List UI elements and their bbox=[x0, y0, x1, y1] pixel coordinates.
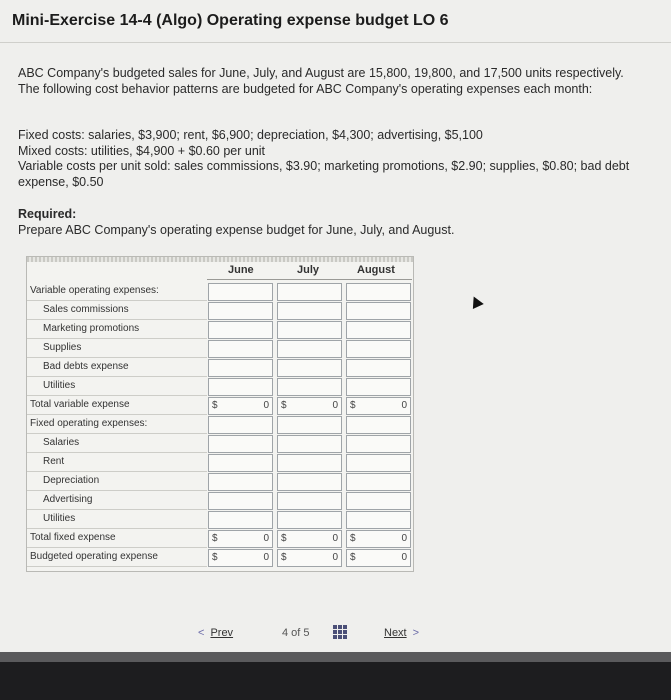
input-supplies-august[interactable] bbox=[346, 340, 411, 358]
row-label: Bad debts expense bbox=[43, 361, 129, 372]
input-depreciation-july[interactable] bbox=[277, 473, 342, 491]
title-divider bbox=[0, 42, 671, 43]
input-rent-july[interactable] bbox=[277, 454, 342, 472]
column-header-june: June bbox=[228, 264, 254, 276]
mouse-cursor-icon bbox=[468, 294, 484, 309]
table-row-budgeted-operating-expense bbox=[27, 548, 413, 567]
total-variable-june: $ 0 bbox=[208, 397, 273, 415]
prev-button[interactable] bbox=[198, 627, 233, 639]
grid-icon[interactable] bbox=[333, 625, 347, 639]
total-variable-july: $ 0 bbox=[277, 397, 342, 415]
input-salaries-june[interactable] bbox=[208, 435, 273, 453]
fixed-costs-text: Fixed costs: salaries, $3,900; rent, $6,900; depreciation, $4,300; advertising, $5,100 bbox=[18, 128, 483, 142]
total-fixed-august: $ 0 bbox=[346, 530, 411, 548]
required-block bbox=[18, 207, 648, 238]
table-row-rent bbox=[27, 453, 413, 472]
section-label-variable: Variable operating expenses: bbox=[30, 285, 159, 296]
column-header-august: August bbox=[357, 264, 395, 276]
input-advertising-june[interactable] bbox=[208, 492, 273, 510]
budgeted-august: $ 0 bbox=[346, 549, 411, 567]
row-label: Total variable expense bbox=[30, 399, 130, 410]
input-sales-commissions-july[interactable] bbox=[277, 302, 342, 320]
next-label: Next bbox=[384, 627, 407, 639]
page-title: Mini-Exercise 14-4 (Algo) Operating expense budget LO 6 bbox=[12, 12, 449, 29]
chevron-left-icon: < bbox=[198, 627, 205, 639]
required-label: Required: bbox=[18, 207, 77, 221]
variable-costs-text: Variable costs per unit sold: sales commissions, $3.90; marketing promotions, $2.90; supplies, $0.80; bad debt expense, $0.50 bbox=[18, 159, 630, 189]
bottom-bezel bbox=[0, 652, 671, 700]
input-fixed-utilities-july[interactable] bbox=[277, 511, 342, 529]
input-marketing-promotions-august[interactable] bbox=[346, 321, 411, 339]
row-label: Budgeted operating expense bbox=[30, 551, 158, 562]
row-label: Rent bbox=[43, 456, 65, 467]
input-fixed-header-june[interactable] bbox=[208, 416, 273, 434]
input-fixed-utilities-august[interactable] bbox=[346, 511, 411, 529]
input-bad-debts-june[interactable] bbox=[208, 359, 273, 377]
input-supplies-july[interactable] bbox=[277, 340, 342, 358]
table-row-variable-utilities bbox=[27, 377, 413, 396]
input-bad-debts-july[interactable] bbox=[277, 359, 342, 377]
row-label: Total fixed expense bbox=[30, 532, 116, 543]
row-label: Advertising bbox=[43, 494, 93, 505]
input-variable-header-august[interactable] bbox=[346, 283, 411, 301]
table-row-advertising bbox=[27, 491, 413, 510]
table-row-depreciation bbox=[27, 472, 413, 491]
section-label-fixed: Fixed operating expenses: bbox=[30, 418, 148, 429]
table-row-total-fixed bbox=[27, 529, 413, 548]
input-fixed-utilities-june[interactable] bbox=[208, 511, 273, 529]
row-label: Sales commissions bbox=[43, 304, 129, 315]
row-label: Salaries bbox=[43, 437, 80, 448]
cost-behavior-block bbox=[18, 128, 648, 190]
next-button[interactable] bbox=[384, 627, 419, 639]
table-row-marketing-promotions bbox=[27, 320, 413, 339]
budgeted-june: $ 0 bbox=[208, 549, 273, 567]
input-rent-august[interactable] bbox=[346, 454, 411, 472]
input-advertising-july[interactable] bbox=[277, 492, 342, 510]
input-rent-june[interactable] bbox=[208, 454, 273, 472]
input-supplies-june[interactable] bbox=[208, 340, 273, 358]
prev-label: Prev bbox=[210, 627, 234, 639]
table-row-bad-debts-expense bbox=[27, 358, 413, 377]
input-depreciation-june[interactable] bbox=[208, 473, 273, 491]
operating-expense-budget-table bbox=[26, 256, 414, 572]
input-salaries-august[interactable] bbox=[346, 435, 411, 453]
table-row-sales-commissions bbox=[27, 301, 413, 320]
input-sales-commissions-june[interactable] bbox=[208, 302, 273, 320]
required-text: Prepare ABC Company's operating expense budget for June, July, and August. bbox=[18, 222, 455, 237]
input-marketing-promotions-june[interactable] bbox=[208, 321, 273, 339]
row-label: Supplies bbox=[43, 342, 82, 353]
chevron-right-icon: > bbox=[412, 627, 420, 639]
row-label: Utilities bbox=[43, 380, 76, 391]
row-label: Utilities bbox=[43, 513, 76, 524]
section-row-fixed bbox=[27, 415, 413, 434]
input-variable-utilities-august[interactable] bbox=[346, 378, 411, 396]
input-variable-utilities-june[interactable] bbox=[208, 378, 273, 396]
input-variable-utilities-july[interactable] bbox=[277, 378, 342, 396]
total-fixed-july: $ 0 bbox=[277, 530, 342, 548]
table-row-salaries bbox=[27, 434, 413, 453]
header-underline bbox=[207, 279, 412, 280]
input-bad-debts-august[interactable] bbox=[346, 359, 411, 377]
input-sales-commissions-august[interactable] bbox=[346, 302, 411, 320]
section-row-variable bbox=[27, 282, 413, 301]
row-label: Depreciation bbox=[43, 475, 100, 486]
mixed-costs-text: Mixed costs: utilities, $4,900 + $0.60 per unit bbox=[18, 143, 266, 158]
table-row-supplies bbox=[27, 339, 413, 358]
input-advertising-august[interactable] bbox=[346, 492, 411, 510]
intro-text: ABC Company's budgeted sales for June, July, and August are 15,800, 19,800, and 17,500 units respectively. The following cost behavior patterns are budgeted for ABC Company's operating expenses each month: bbox=[18, 66, 624, 96]
input-salaries-july[interactable] bbox=[277, 435, 342, 453]
input-depreciation-august[interactable] bbox=[346, 473, 411, 491]
input-variable-header-june[interactable] bbox=[208, 283, 273, 301]
table-top-hatch bbox=[27, 257, 413, 262]
total-fixed-june: $ 0 bbox=[208, 530, 273, 548]
row-label: Marketing promotions bbox=[43, 323, 140, 334]
input-variable-header-july[interactable] bbox=[277, 283, 342, 301]
budgeted-july: $ 0 bbox=[277, 549, 342, 567]
page-indicator: 4 of 5 bbox=[282, 627, 310, 639]
total-variable-august: $ 0 bbox=[346, 397, 411, 415]
table-row-fixed-utilities bbox=[27, 510, 413, 529]
column-header-july: July bbox=[297, 264, 320, 276]
table-row-total-variable bbox=[27, 396, 413, 415]
input-fixed-header-august[interactable] bbox=[346, 416, 411, 434]
input-marketing-promotions-july[interactable] bbox=[277, 321, 342, 339]
input-fixed-header-july[interactable] bbox=[277, 416, 342, 434]
